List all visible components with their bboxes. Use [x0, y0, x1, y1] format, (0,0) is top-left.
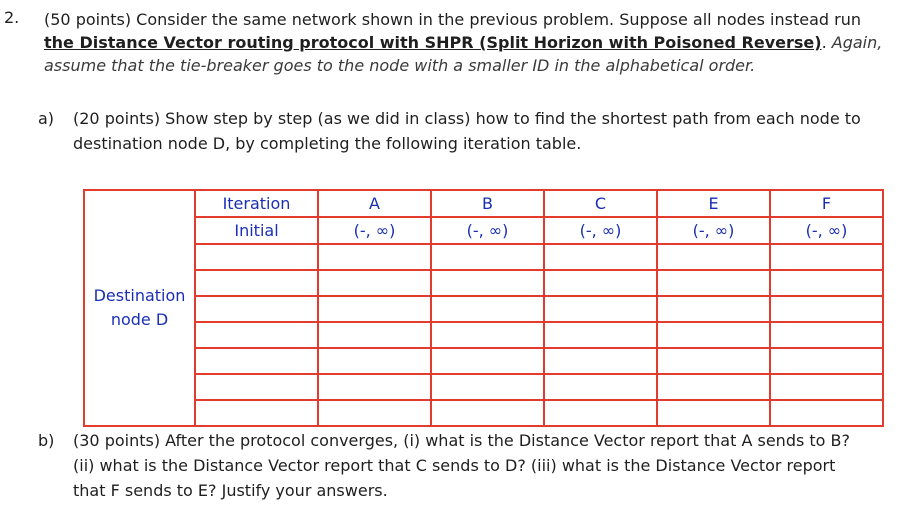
- table-row: [84, 270, 883, 296]
- part-a: [38, 106, 890, 158]
- destination-line2: node D: [110, 310, 169, 329]
- table-cell: [657, 244, 770, 270]
- node-header-a: A: [318, 190, 431, 217]
- table-cell: [195, 348, 318, 374]
- table-cell: [195, 296, 318, 322]
- table-cell: [657, 348, 770, 374]
- table-cell: [195, 322, 318, 348]
- node-header-e: E: [657, 190, 770, 217]
- table-cell: [657, 374, 770, 400]
- question-text: [44, 8, 890, 77]
- table-cell: [770, 322, 883, 348]
- iteration-header: Iteration: [195, 190, 318, 217]
- table-cell: [770, 400, 883, 426]
- node-header-f: F: [770, 190, 883, 217]
- table-cell: [318, 244, 431, 270]
- protocol-name: the Distance Vector routing protocol with SHPR (Split Horizon with Poisoned Reverse): [44, 33, 822, 52]
- table-cell: [431, 244, 544, 270]
- table-cell: [770, 296, 883, 322]
- part-a-line2: destination node D, by completing the following iteration table.: [73, 134, 582, 153]
- table-cell: [431, 374, 544, 400]
- table-cell: [318, 400, 431, 426]
- table-cell: [318, 296, 431, 322]
- table-cell: [544, 244, 657, 270]
- tie-breaker-assumption: Again, assume that the tie-breaker goes to the node with a smaller ID in the alphabetical order.: [44, 33, 883, 75]
- part-a-label: a): [38, 109, 55, 128]
- initial-value-f: (-, ∞): [770, 217, 883, 244]
- initial-value-e: (-, ∞): [657, 217, 770, 244]
- table-cell: [770, 374, 883, 400]
- table-cell: [318, 322, 431, 348]
- table-row: [84, 244, 883, 270]
- initial-value-b: (-, ∞): [431, 217, 544, 244]
- table-cell: [431, 348, 544, 374]
- question-intro: (50 points) Consider the same network shown in the previous problem. Suppose all nodes instead run: [44, 10, 861, 29]
- table-cell: [431, 400, 544, 426]
- table-cell: [431, 270, 544, 296]
- table-cell: [770, 348, 883, 374]
- part-b-label: b): [38, 431, 55, 450]
- table-row-initial: [84, 217, 883, 244]
- table-cell: [544, 322, 657, 348]
- destination-line1: Destination: [93, 286, 186, 305]
- initial-value-a: (-, ∞): [318, 217, 431, 244]
- table-cell: [195, 400, 318, 426]
- table-cell: [657, 322, 770, 348]
- table-cell: [544, 374, 657, 400]
- initial-label: Initial: [195, 217, 318, 244]
- table-cell: [544, 296, 657, 322]
- table-cell: [318, 374, 431, 400]
- table-cell: [195, 374, 318, 400]
- part-b-line1: (30 points) After the protocol converges, (i) what is the Distance Vector report that A sends to B?: [73, 431, 851, 450]
- table-row: [84, 322, 883, 348]
- part-a-line1: (20 points) Show step by step (as we did in class) how to find the shortest path from each node to: [73, 109, 861, 128]
- table-cell: [657, 400, 770, 426]
- protocol-period: .: [821, 33, 827, 52]
- table-cell: [544, 270, 657, 296]
- part-b-line2: (ii) what is the Distance Vector report that C sends to D? (iii) what is the Distance Vector report: [73, 456, 836, 475]
- part-b: [38, 428, 890, 506]
- table-row: [84, 296, 883, 322]
- table-cell: [657, 270, 770, 296]
- destination-cell: [84, 190, 195, 426]
- part-b-line3: that F sends to E? Justify your answers.: [73, 481, 388, 500]
- question-number: 2.: [4, 8, 20, 27]
- initial-value-c: (-, ∞): [544, 217, 657, 244]
- table-row: [84, 348, 883, 374]
- table-cell: [431, 322, 544, 348]
- table-row: [84, 400, 883, 426]
- table-cell: [431, 296, 544, 322]
- table-cell: [544, 348, 657, 374]
- table-cell: [544, 400, 657, 426]
- iteration-table: [83, 189, 884, 427]
- table-cell: [318, 348, 431, 374]
- table-cell: [318, 270, 431, 296]
- table-cell: [770, 270, 883, 296]
- table-cell: [195, 244, 318, 270]
- node-header-b: B: [431, 190, 544, 217]
- table-cell: [195, 270, 318, 296]
- table-cell: [770, 244, 883, 270]
- node-header-c: C: [544, 190, 657, 217]
- table-row: [84, 374, 883, 400]
- table-header-row: [84, 190, 883, 217]
- table-cell: [657, 296, 770, 322]
